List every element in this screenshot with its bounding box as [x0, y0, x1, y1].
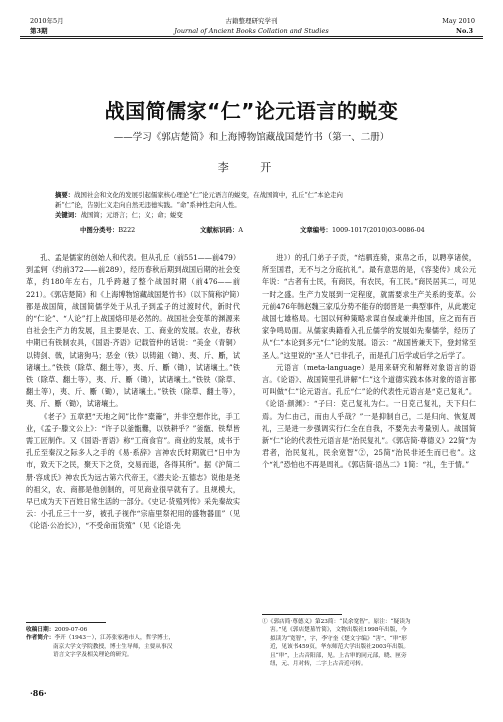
note-line-2: 害。”见《郭店楚墓竹简》，文物出版社1998年出版，今 — [270, 627, 407, 634]
right-paragraph-2: 元语言（meta-language）是用来研究和解释对象语言的语言。《论语》、战国简里孔讲解“仁”这个道德实践本体对象的语言都可叫做“仁”论元语言。孔丘“仁”论的代表性元语言是“克己复礼”。《论语·颜渊》：“子曰：克己复礼为仁。一日克己复礼，天下归仁焉。为仁由己，而由人乎哉？”一是抑制自己，二是归向、恢复周礼，三是进一步强调实行仁全在自我，不要先去考量别人。战国简新“仁”论的代表性元语言是“治民复礼”。《郭店简·尊德义》22简“为君者，治民复礼，民余宽智”②，25简“治民非还生而已也”。这个“礼”恐怕也不再是周礼。《郭店简·语丛二》1简：“礼，生于情。” — [262, 362, 476, 470]
note-line-6: 纽，元、月对转，二字上古音近可转。 — [270, 661, 367, 668]
doc-code-value: A — [238, 226, 243, 234]
author-bio-label: 作者简介： — [26, 635, 55, 642]
left-paragraph-2: 《老子》五章把“天地之间”比作“橐籥”，并非空想作比，手工业，《孟子·滕文公上》：“许子以釜甑爨，以铁耕乎？”釜甑、铁犁皆需工匠制作。又《国语·晋语》称“工商食官”。商业的发展，成书于孔丘至秦汉之际多人之手的《易·系辞》言神农氏时期就已“日中为市，致天下之民，聚天下之货，交易而退，各得其所”。据《沪简二册·容成氏》神农氏为远古第六代帝王，《潜夫论·五德志》说他是尧的祖父，农、商都是他创制的，可见商业很早就有了。且规模大，早已成为天下百姓日常生活的一部分。《史记·货殖列传》采先秦故实云：小孔丘三十一岁，被孔子视作“宗庙里祭祀用的盛物器皿”（见《论语·公冶长》），“不受命而货殖”（见《论语·先 — [26, 411, 240, 531]
keywords-text: 战国简；元语言；仁；义；命；蜕变 — [80, 211, 183, 219]
footnote-right — [262, 618, 476, 668]
header-rule-top — [20, 36, 483, 37]
author-bio-2: 南京大学文学院教授，博士生导师，主要从事汉 — [53, 643, 173, 650]
header-issue-left: 第3期 — [30, 27, 48, 35]
doc-code-field — [200, 225, 243, 234]
note-line-3: 拟读为“宽智”，字，李守奎《楚文字编》“害”、“审”形 — [270, 635, 407, 642]
clc-label: 中图分类号： — [80, 226, 119, 234]
article-title: 战国简儒家“仁”论元语言的蜕变 — [104, 99, 399, 123]
author-bio-1: 李开（1943－），江苏张家港市人，哲学博士， — [54, 635, 175, 642]
abstract-block — [55, 190, 450, 220]
note-line-4: 近，见该书459页，华东师范大学出版社2003年出版。 — [270, 644, 410, 651]
received-label: 收稿日期： — [26, 627, 55, 633]
article-author: 李 开 — [217, 161, 286, 174]
abstract-label: 摘要： — [55, 191, 75, 199]
received-date: 2009-07-06 — [54, 627, 88, 633]
footnote-rule-right — [262, 614, 342, 615]
left-column — [26, 252, 240, 618]
footnote-rule-left — [26, 622, 106, 623]
header-issue-right: No.3 — [456, 27, 473, 35]
page-number: ·86· — [30, 688, 47, 698]
note-line-1: ①《郭店简·尊德义》第23简：“民余宽智”。原注：“疑读为 — [262, 619, 411, 625]
article-number-value: 1009-1017(2010)03-0086-04 — [331, 226, 425, 234]
keywords-label: 关键词： — [55, 211, 81, 219]
abstract-line-2: 新“仁”论，告别仁义走向自然无违德实践。“命”系神性走向人性。 — [55, 201, 241, 209]
clc-value: B222 — [118, 226, 136, 234]
header-rule-bottom — [20, 38, 483, 39]
left-paragraph-1: 孔、孟是儒家的创始人和代表。但从孔丘（前551——前479）到孟轲（约前372——前289），经历春秋后期到战国后期的社会变革，约180年左右，几乎跨越了整个战国时期（前476——前221）。《郭店楚简》和《上海博物馆藏战国楚竹书》（以下简称沪简）都是战国简，战国简儒学处于从孔子到孟子的过渡时代，新时代的“仁论”、“人论”打上战国烙印是必然的。战国社会变革的渊源来自社会生产力的发展，且主要是农、工、商业的发展。农业，春秋中期已有铁制农具，《国语·齐语》记载管仲的话说：“美金（青铜）以铸剑、戟，试诸狗马；恶金（铁）以铸鉏（锄）、夷、斤、斸，试诸壤土。”铁铁（除草、翻土等），夷、斤、斸（锄），试诸壤土。”铁铁（除草、翻土等），夷、斤、斸（锄），试诸壤土。”铁铁（除草、翻土等），夷、斤、斸（锄），试诸壤土。”铁铁（除草、翻土等），夷、斤、斸（锄），试诸壤土。 — [26, 253, 240, 409]
header-date-right: May 2010 — [442, 17, 475, 25]
article-number-field — [300, 225, 425, 234]
author-bio-3: 语言文字学及相关理论的研究。 — [53, 652, 133, 659]
doc-code-label: 文献标识码： — [200, 226, 239, 234]
article-number-label: 文章编号： — [300, 226, 332, 234]
note-line-5: 且“审”，上古音阳部，见。上古审的同元部，晓、匣旁 — [270, 652, 407, 659]
abstract-line-1: 战国社会和文化的发展引起儒家核心理论“仁”论元语言的蜕变，在战国简中，孔丘“仁”本论走向 — [74, 191, 343, 199]
header-journal-cn: 古籍整理研究学刊 — [225, 17, 278, 25]
right-column — [262, 252, 476, 618]
footnote-left — [26, 626, 240, 660]
article-subtitle: ——学习《郭店楚简》和上海博物馆藏战国楚竹书（第一、二册） — [113, 132, 390, 143]
header-date-left: 2010年5月 — [30, 17, 64, 25]
right-paragraph-1: 进》）的孔门弟子子贡，“结驷连骑，束帛之币，以聘享诸侯，所至国君，无不与之分庭抗礼”。最有意思的是，《容斐传》成公元年说：“古者有士民，有商民，有农民，有工民。”商民居其二，可见一时之盛。生产力发展到一定程度，就需要求生产关系的变革。公元前476年韩赵魏三家瓜分势不能存的弱晋是一典型事件，从此裹定战国七雄格局。七国以何种策略求谋自保或兼并他国，应之而有百家争鸣局面。从儒家典籍看入孔丘儒学的发展如先秦儒学，经历了从“仁”本论到多元“仁”论的发展。语云：“战国皆兼天下，登封常至圣人。”这里说的“圣人”已非孔子，而是孔门后学或后学之后学了。 — [262, 253, 476, 360]
header-journal-en: Journal of Ancient Books Collation and Studies — [174, 27, 329, 35]
clc-field — [80, 225, 135, 234]
